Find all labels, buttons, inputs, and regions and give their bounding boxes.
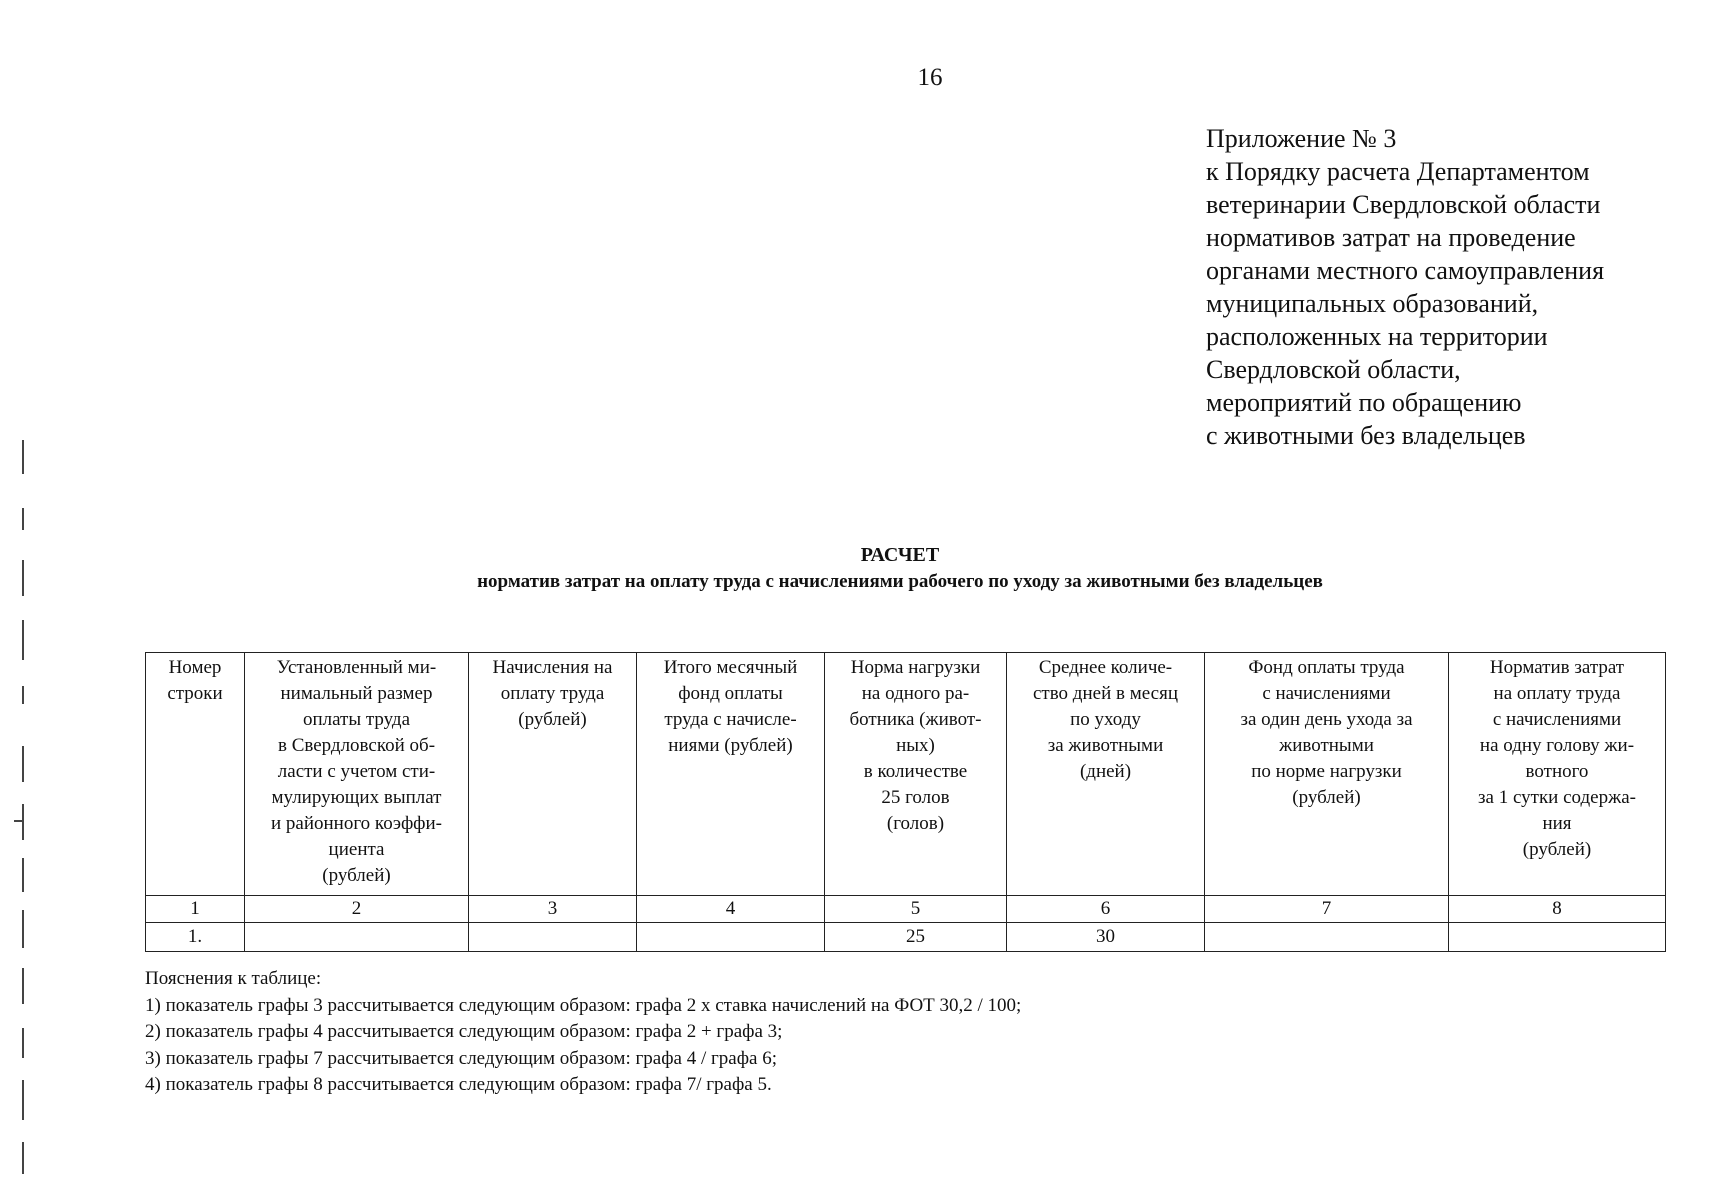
header-line: строки (167, 683, 223, 704)
margin-mark (22, 968, 24, 1004)
table-cell (1205, 923, 1449, 952)
header-line: на одну голову жи- (1479, 735, 1635, 756)
header-line: ботника (живот- (849, 709, 982, 730)
document-subtitle: норматив затрат на оплату труда с начислениями рабочего по уходу за животными без владельцев (477, 571, 1323, 592)
appendix-line: муниципальных образований, (1206, 289, 1539, 318)
margin-mark (22, 858, 24, 892)
header-line: оплаты труда (302, 709, 411, 730)
header-line: (рублей) (322, 865, 391, 886)
header-line: Среднее количе- (1038, 657, 1173, 678)
header-line: (голов) (886, 813, 945, 834)
column-number-row (146, 896, 1666, 923)
header-line: за 1 сутки содержа- (1478, 787, 1636, 808)
header-cell (1007, 653, 1205, 896)
header-line: на оплату труда (1493, 683, 1621, 704)
appendix-line: органами местного самоуправления (1206, 256, 1605, 285)
header-line: животными (1279, 735, 1374, 756)
column-number: 7 (1205, 896, 1449, 923)
table-cell: 30 (1007, 923, 1205, 952)
header-line: в количестве (863, 761, 968, 782)
header-line: по норме нагрузки (1251, 761, 1402, 782)
appendix-line: с животными без владельцев (1206, 421, 1526, 450)
margin-mark (22, 560, 24, 596)
header-line: (рублей) (1522, 839, 1592, 860)
header-line: с начислениями (1492, 709, 1622, 730)
header-line: Норматив затрат (1489, 657, 1625, 678)
header-line: ных) (896, 735, 935, 756)
header-line: по уходу (1070, 709, 1141, 730)
binding-margin-marks (14, 430, 34, 1190)
header-line: мулирующих выплат (271, 787, 442, 808)
notes-heading: Пояснения к таблице: (145, 968, 322, 989)
appendix-line: Приложение № 3 (1206, 124, 1397, 153)
table-cell: 1. (146, 923, 245, 952)
margin-mark (22, 686, 24, 704)
header-cell (825, 653, 1007, 896)
margin-mark (22, 440, 24, 474)
appendix-block (1206, 122, 1706, 452)
header-line: Установленный ми- (276, 657, 437, 678)
header-cell (1449, 653, 1666, 896)
margin-mark (22, 620, 24, 660)
column-number: 2 (245, 896, 469, 923)
appendix-line: Свердловской области, (1206, 355, 1461, 384)
table-cell (1449, 923, 1666, 952)
table-cell (637, 923, 825, 952)
table-notes (145, 966, 1625, 1099)
header-line: фонд оплаты (678, 683, 783, 704)
header-line: 25 голов (881, 787, 950, 808)
column-number: 3 (469, 896, 637, 923)
header-line: за один день ухода за (1240, 709, 1413, 730)
header-line: ниями (рублей) (668, 735, 793, 756)
page-number: 16 (917, 64, 943, 91)
margin-mark (22, 1142, 24, 1174)
header-line: труда с начисле- (664, 709, 797, 730)
header-line: вотного (1525, 761, 1589, 782)
table-cell (469, 923, 637, 952)
header-cell (637, 653, 825, 896)
margin-mark (22, 804, 24, 840)
table-cell (245, 923, 469, 952)
appendix-line: расположенных на территории (1206, 322, 1548, 351)
appendix-line: к Порядку расчета Департаментом (1206, 157, 1590, 186)
appendix-line: нормативов затрат на проведение (1206, 223, 1576, 252)
header-cell (469, 653, 637, 896)
header-line: за животными (1047, 735, 1164, 756)
header-line: на одного ра- (861, 683, 970, 704)
header-line: Фонд оплаты труда (1248, 657, 1405, 678)
column-number: 1 (146, 896, 245, 923)
table-cell: 25 (825, 923, 1007, 952)
header-line: ство дней в месяц (1032, 683, 1178, 704)
margin-tick (14, 820, 23, 822)
header-cell (146, 653, 245, 896)
document-title: РАСЧЕТ (860, 544, 940, 566)
margin-mark (22, 746, 24, 782)
header-line: Итого месячный (663, 657, 798, 678)
header-line: оплату труда (500, 683, 605, 704)
note-item: 2) показатель графы 4 рассчитывается следующим образом: графа 2 + графа 3; (145, 1021, 783, 1042)
column-number: 5 (825, 896, 1007, 923)
header-line: (рублей) (1292, 787, 1361, 808)
header-line: Начисления на (492, 657, 613, 678)
margin-mark (22, 508, 24, 530)
margin-mark (22, 910, 24, 948)
note-item: 3) показатель графы 7 рассчитывается следующим образом: графа 4 / графа 6; (145, 1047, 777, 1069)
column-number: 8 (1449, 896, 1666, 923)
margin-mark (22, 1028, 24, 1058)
header-line: ласти с учетом сти- (277, 761, 436, 782)
column-number: 4 (637, 896, 825, 923)
header-line: и районного коэффи- (271, 813, 442, 834)
column-number: 6 (1007, 896, 1205, 923)
note-item: 1) показатель графы 3 рассчитывается следующим образом: графа 2 x ставка начислений на ФОТ 30,2 / 100; (145, 994, 1022, 1016)
header-line: нимальный размер (280, 683, 433, 704)
appendix-line: ветеринарии Свердловской области (1206, 190, 1601, 219)
header-line: ния (1542, 813, 1572, 834)
header-line: Номер (168, 657, 222, 678)
header-line: (рублей) (518, 709, 587, 730)
note-item: 4) показатель графы 8 рассчитывается следующим образом: графа 7/ графа 5. (145, 1074, 772, 1095)
table-row (146, 923, 1666, 952)
header-line: в Свердловской об- (277, 735, 436, 756)
header-cell (1205, 653, 1449, 896)
header-cell (245, 653, 469, 896)
appendix-line: мероприятий по обращению (1206, 388, 1522, 417)
header-line: циента (328, 839, 385, 860)
table-header-row (146, 653, 1666, 896)
calculation-table (145, 652, 1666, 952)
header-line: (дней) (1079, 761, 1132, 782)
header-line: с начислениями (1262, 683, 1391, 704)
margin-mark (22, 1080, 24, 1120)
header-line: Норма нагрузки (850, 657, 981, 678)
